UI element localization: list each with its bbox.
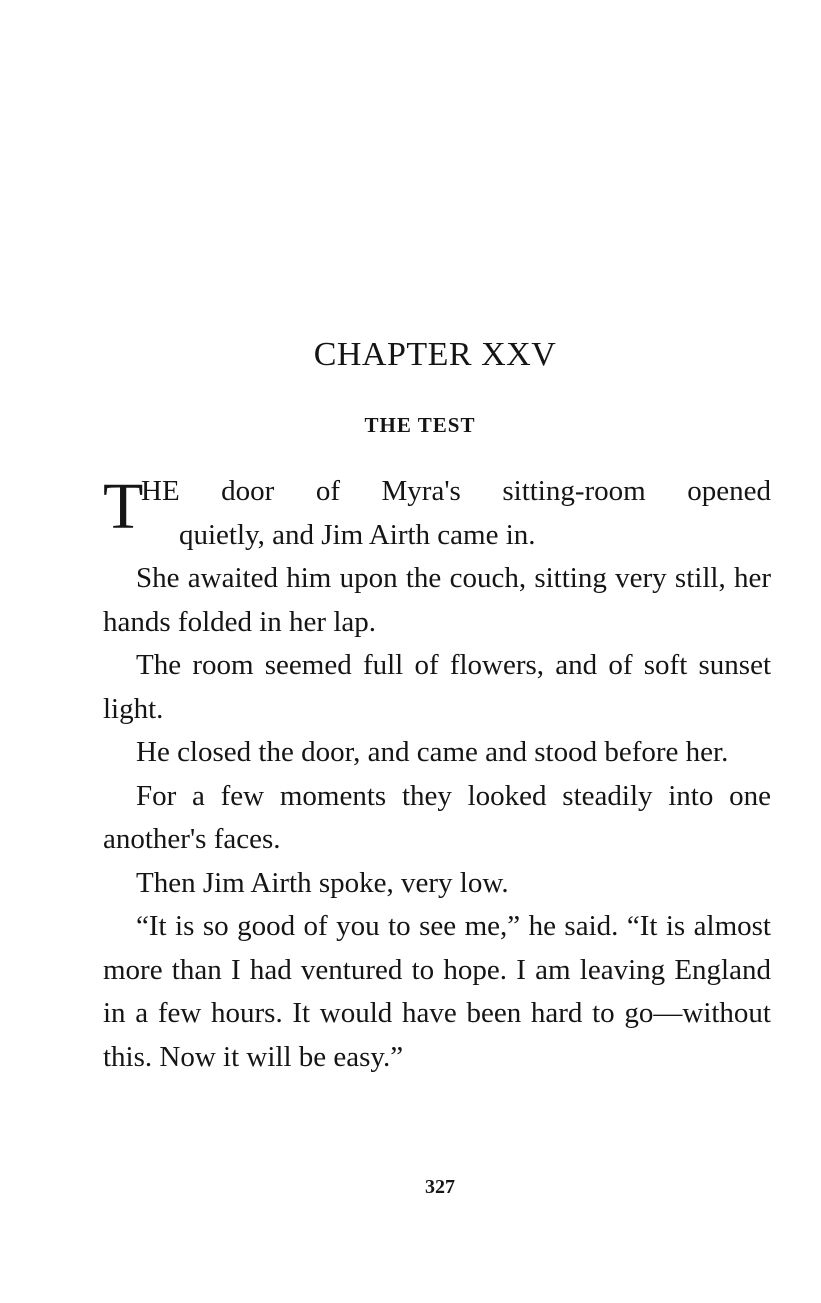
body-text (103, 470, 771, 1079)
chapter-title: CHAPTER XXV (313, 336, 557, 373)
opening-paragraph (103, 470, 771, 557)
paragraph: He closed the door, and came and stood before her. (136, 736, 729, 768)
paragraph: She awaited him upon the couch, sitting very still, her hands folded in her lap. (103, 562, 771, 638)
opening-line-2: quietly, and Jim Airth came in. (179, 518, 536, 551)
opening-line-1: HE door of Myra's sitting-room opened (141, 475, 771, 507)
paragraph: For a few moments they looked steadily into one another's faces. (103, 779, 771, 855)
paragraph: The room seemed full of flowers, and of soft sunset light. (103, 649, 771, 725)
paragraph: “It is so good of you to see me,” he said. “It is almost more than I had ventured to hope. I am leaving England in a few hours. It would have been hard to go—without this. Now it will be easy.” (103, 910, 771, 1073)
chapter-subtitle: THE TEST (364, 413, 476, 437)
drop-cap: T (103, 470, 144, 543)
page-number: 327 (425, 1176, 455, 1198)
paragraph: Then Jim Airth spoke, very low. (136, 866, 509, 899)
